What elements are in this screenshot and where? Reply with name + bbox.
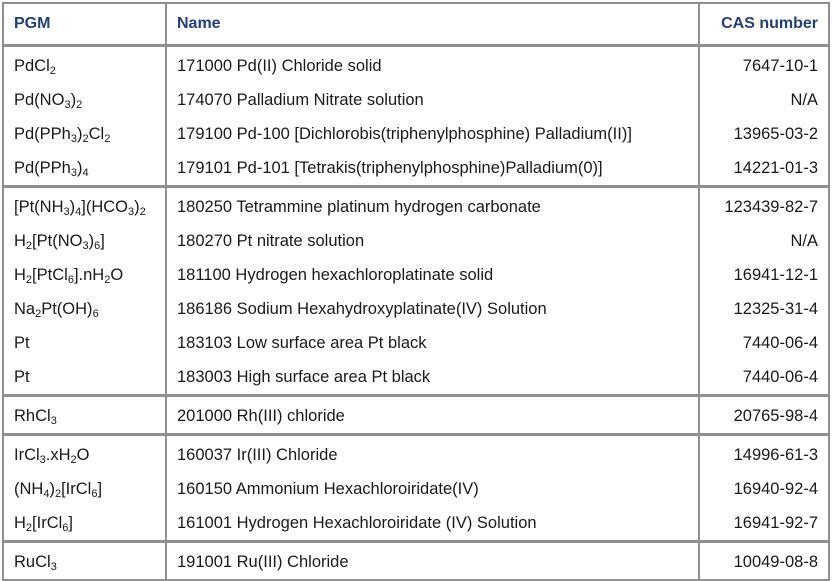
table-row: [3, 360, 829, 396]
pgm-formula: $(NH_4)_2[IrCl_6]$: [3, 472, 166, 506]
pgm-formula: $Pd(NO_3)_2$: [3, 83, 166, 117]
pgm-formula: RhCl$_3$: [3, 396, 166, 435]
table-row: [3, 542, 829, 581]
cas-number: 13965-03-2: [699, 117, 829, 151]
cas-number: 16941-12-1: [699, 258, 829, 292]
cas-number: N/A: [699, 224, 829, 258]
table-row: [3, 472, 829, 506]
table-row: [3, 224, 829, 258]
pgm-formula: $H_2[PtCl_6].nH_2O$: [3, 258, 166, 292]
name-header: Name: [166, 3, 699, 46]
product-name: 181100 Hydrogen hexachloroplatinate solid: [166, 258, 699, 292]
pgm-formula: $H_2[Pt(NO_3)_6]$: [3, 224, 166, 258]
cas-number: 7647-10-1: [699, 46, 829, 84]
product-name: 174070 Palladium Nitrate solution: [166, 83, 699, 117]
product-name: 179100 Pd-100 [Dichlorobis(triphenylphosphine) Palladium(II)]: [166, 117, 699, 151]
header-row: [3, 3, 829, 46]
cas-number: N/A: [699, 83, 829, 117]
product-name: 201000 Rh(III) chloride: [166, 396, 699, 435]
table-row: [3, 506, 829, 542]
pgm-formula: $Pd(PPh_3)_4$: [3, 151, 166, 187]
product-name: 179101 Pd-101 [Tetrakis(triphenylphosphine)Palladium(0)]: [166, 151, 699, 187]
pgm-formula: Pt: [3, 326, 166, 360]
table-row: [3, 187, 829, 225]
product-name: 171000 Pd(II) Chloride solid: [166, 46, 699, 84]
product-name: 183003 High surface area Pt black: [166, 360, 699, 396]
pgm-formula: $Na_2Pt(OH)_6$: [3, 292, 166, 326]
table-row: [3, 326, 829, 360]
product-name: 180250 Tetrammine platinum hydrogen carbonate: [166, 187, 699, 225]
pgm-formula: $H_2[IrCl_6]$: [3, 506, 166, 542]
cas-number: 123439-82-7: [699, 187, 829, 225]
pgm-formula: RuCl$_3$: [3, 542, 166, 581]
table-row: [3, 46, 829, 84]
pgm-table: [2, 2, 830, 581]
product-name: 183103 Low surface area Pt black: [166, 326, 699, 360]
product-name: 160037 Ir(III) Chloride: [166, 435, 699, 473]
pgm-formula: $IrCl_3.xH_2O$: [3, 435, 166, 473]
pgm-formula: $Pd(PPh_3)_2Cl_2$: [3, 117, 166, 151]
table-row: [3, 117, 829, 151]
table-row: [3, 435, 829, 473]
cas-number: 10049-08-8: [699, 542, 829, 581]
table-row: [3, 396, 829, 435]
table-row: [3, 258, 829, 292]
table-row: [3, 83, 829, 117]
cas-number: 14221-01-3: [699, 151, 829, 187]
product-name: 180270 Pt nitrate solution: [166, 224, 699, 258]
cas-number: 12325-31-4: [699, 292, 829, 326]
product-name: 160150 Ammonium Hexachloroiridate(IV): [166, 472, 699, 506]
table-row: [3, 292, 829, 326]
product-name: 161001 Hydrogen Hexachloroiridate (IV) Solution: [166, 506, 699, 542]
pgm-formula: Pt: [3, 360, 166, 396]
pgm-formula: $[Pt(NH_3)_4](HCO_3)_2$: [3, 187, 166, 225]
pgm-header: PGM: [3, 3, 166, 46]
cas-number: 14996-61-3: [699, 435, 829, 473]
cas-number: 7440-06-4: [699, 326, 829, 360]
table-row: [3, 151, 829, 187]
pgm-formula: PdCl$_2$: [3, 46, 166, 84]
cas-number: 16940-92-4: [699, 472, 829, 506]
cas-number: 20765-98-4: [699, 396, 829, 435]
table-body: [3, 46, 829, 581]
cas-header: CAS number: [699, 3, 829, 46]
cas-number: 16941-92-7: [699, 506, 829, 542]
cas-number: 7440-06-4: [699, 360, 829, 396]
product-name: 191001 Ru(III) Chloride: [166, 542, 699, 581]
product-name: 186186 Sodium Hexahydroxyplatinate(IV) Solution: [166, 292, 699, 326]
